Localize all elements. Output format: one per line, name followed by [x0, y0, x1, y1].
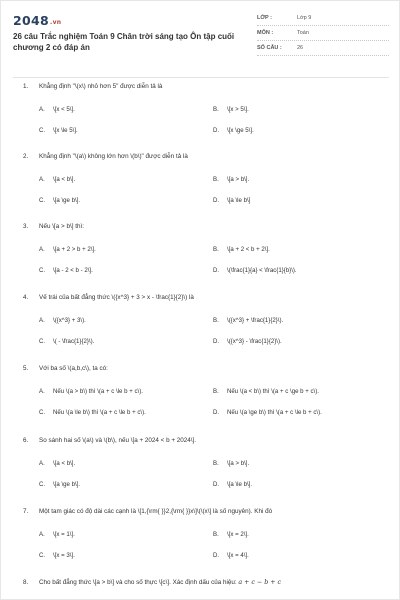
answer-option[interactable]: [39, 338, 94, 345]
option-text: \[a \le b\].: [227, 481, 253, 488]
answer-option[interactable]: [213, 388, 319, 395]
option-letter: B.: [213, 176, 219, 183]
question-item: [23, 437, 391, 488]
option-letter: D.: [213, 552, 220, 559]
option-letter: C.: [39, 127, 46, 134]
meta-label: LỚP :: [257, 15, 272, 21]
answer-option[interactable]: [39, 197, 80, 204]
option-text: \[a < b\].: [53, 176, 76, 183]
option-letter: B.: [213, 246, 219, 253]
answer-option[interactable]: [213, 460, 249, 467]
question-item: [23, 365, 391, 416]
option-letter: A.: [39, 460, 45, 467]
question-text: [23, 365, 391, 372]
option-letter: C.: [39, 338, 46, 345]
meta-label: SỐ CÂU :: [257, 45, 282, 51]
answer-option[interactable]: [213, 246, 270, 253]
answer-option[interactable]: [213, 197, 250, 204]
option-text: Nếu \(a \le b\) thì \(a + c \le b + c\).: [53, 409, 146, 416]
option-letter: A.: [39, 176, 45, 183]
question-text: [23, 223, 391, 230]
option-text: \[x > 5\].: [227, 106, 249, 113]
question-body: Nếu \[a > b\] thì:: [39, 223, 84, 230]
answer-option[interactable]: [39, 460, 75, 467]
answer-option[interactable]: [39, 246, 96, 253]
question-number: 2.: [23, 153, 29, 160]
meta-value: 26: [297, 45, 304, 51]
question-body: Khẳng định "\(x\) nhỏ hơn 5" được diễn tả là: [39, 83, 163, 90]
option-letter: B.: [213, 531, 219, 538]
option-text: Nếu \(a > b\) thì \(a + c \le b + c\).: [53, 388, 143, 395]
option-letter: C.: [39, 552, 46, 559]
option-text: \({x^3} + \frac{1}{2}\).: [227, 317, 284, 324]
answer-option[interactable]: [213, 481, 252, 488]
option-text: \(\frac{1}{a} < \frac{1}{b}\).: [227, 267, 297, 274]
option-text: \[x \ge 5\].: [227, 127, 254, 134]
option-text: \[a > b\].: [227, 460, 250, 467]
answer-option[interactable]: [39, 127, 78, 134]
option-text: \[a - 2 < b - 2\].: [53, 267, 93, 274]
option-letter: A.: [39, 106, 45, 113]
question-item: [23, 508, 391, 559]
answer-option[interactable]: [39, 267, 93, 274]
option-text: \[a \le b\]: [227, 197, 251, 204]
meta-value: Lớp 9: [297, 15, 312, 21]
answer-option[interactable]: [213, 267, 297, 274]
answer-option[interactable]: [39, 317, 86, 324]
option-letter: A.: [39, 388, 45, 395]
question-number: 3.: [23, 223, 29, 230]
answer-option[interactable]: [39, 176, 75, 183]
option-letter: C.: [39, 409, 46, 416]
question-number: 5.: [23, 365, 29, 372]
question-body: So sánh hai số \(a\) và \(b\), nếu \[a + 2024 < b + 2024\].: [39, 437, 196, 444]
option-text: \[a + 2 > b + 2\].: [53, 246, 96, 253]
answer-option[interactable]: [39, 409, 146, 416]
answer-option[interactable]: [39, 531, 75, 538]
option-text: \( - \frac{1}{2}\).: [53, 338, 95, 345]
option-letter: A.: [39, 246, 45, 253]
option-text: \[a + 2 < b + 2\].: [227, 246, 270, 253]
option-letter: B.: [213, 106, 219, 113]
option-letter: C.: [39, 197, 46, 204]
question-text: [23, 579, 391, 586]
logo-text: 2048: [13, 13, 49, 28]
option-text: \({x^3} + 3\).: [53, 317, 86, 324]
option-letter: D.: [213, 409, 220, 416]
answer-option[interactable]: [213, 409, 322, 416]
answer-option[interactable]: [39, 481, 80, 488]
option-text: \[a \ge b\].: [53, 481, 81, 488]
option-text: \[x < 5\].: [53, 106, 75, 113]
question-item: [23, 153, 391, 204]
answer-option[interactable]: [213, 106, 249, 113]
question-text: [23, 294, 391, 301]
question-number: 1.: [23, 83, 29, 90]
option-text: \[x = 4\].: [227, 552, 249, 559]
question-body: Vế trái của bất đẳng thức \({x^3} + 3 > x - \frac{1}{2}\) là: [39, 294, 194, 301]
logo-suffix: .vn: [50, 19, 62, 26]
question-math: a + c − b + c: [238, 579, 282, 586]
answer-option[interactable]: [213, 338, 282, 345]
option-text: \[a < b\].: [53, 460, 76, 467]
option-text: \[a > b\].: [227, 176, 250, 183]
question-item: [23, 223, 391, 274]
answer-option[interactable]: [39, 552, 75, 559]
option-text: Nếu \(a < b\) thì \(a + c \ge b + c\).: [227, 388, 319, 395]
answer-option[interactable]: [213, 176, 249, 183]
question-body: Cho bất đẳng thức \[a > b\] và cho số thực \[c\]. Xác định dấu của hiệu:: [39, 579, 237, 586]
question-number: 6.: [23, 437, 29, 444]
answer-option[interactable]: [213, 531, 249, 538]
option-text: \[a \ge b\].: [53, 197, 81, 204]
question-text: [23, 83, 391, 90]
question-number: 8.: [23, 579, 29, 586]
question-text: [23, 153, 391, 160]
option-letter: C.: [39, 267, 46, 274]
answer-option[interactable]: [213, 127, 254, 134]
question-body: Một tam giác có độ dài các cạnh là \[1,{\rm{ }}2,{\rm{ }}x\]\(\(x\] là số nguyên). Khi đó: [39, 508, 273, 515]
meta-value: Toán: [297, 30, 309, 36]
question-list: [1, 1, 400, 600]
document-title: 26 câu Trắc nghiệm Toán 9 Chân trời sáng tạo Ôn tập cuối chương 2 có đáp án: [13, 32, 235, 52]
option-letter: A.: [39, 317, 45, 324]
question-text: [23, 437, 391, 444]
question-number: 4.: [23, 294, 29, 301]
option-letter: B.: [213, 388, 219, 395]
question-item: [23, 294, 391, 345]
option-text: \[x = 3\].: [53, 552, 75, 559]
answer-option[interactable]: [39, 388, 143, 395]
option-letter: D.: [213, 127, 220, 134]
option-letter: C.: [39, 481, 46, 488]
option-text: \[x = 2\].: [227, 531, 249, 538]
option-letter: D.: [213, 267, 220, 274]
option-text: Nếu \(a \ge b\) thì \(a + c \le b + c\).: [227, 409, 322, 416]
option-text: \[x \le 5\].: [53, 127, 78, 134]
option-letter: B.: [213, 460, 219, 467]
option-letter: A.: [39, 531, 45, 538]
question-item: [23, 579, 391, 586]
answer-option[interactable]: [39, 106, 75, 113]
option-text: \({x^3} - \frac{1}{2}\).: [227, 338, 282, 345]
option-letter: B.: [213, 317, 219, 324]
option-letter: D.: [213, 338, 220, 345]
meta-label: MÔN :: [257, 30, 274, 36]
question-body: Với ba số \(a,b,c\), ta có:: [39, 365, 108, 372]
option-text: \[x = 1\].: [53, 531, 75, 538]
question-item: [23, 83, 391, 134]
option-letter: D.: [213, 197, 220, 204]
answer-option[interactable]: [213, 317, 283, 324]
option-letter: D.: [213, 481, 220, 488]
answer-option[interactable]: [213, 552, 249, 559]
question-text: [23, 508, 391, 515]
question-number: 7.: [23, 508, 29, 515]
question-body: Khẳng định "\(a\) không lớn hơn \(b\)" được diễn tả là: [39, 153, 188, 160]
